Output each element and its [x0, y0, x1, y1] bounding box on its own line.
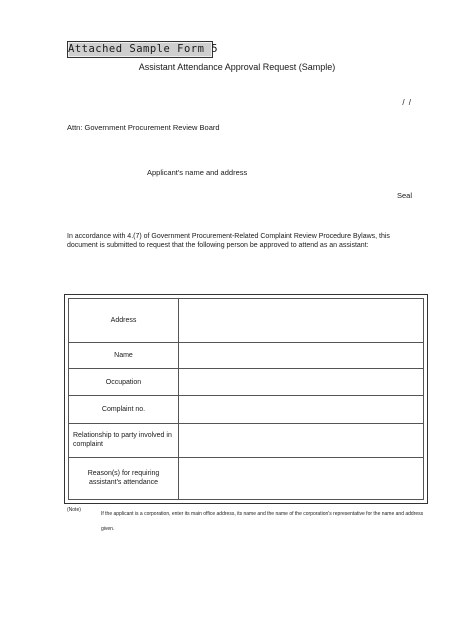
complaint-no-value-cell[interactable] [179, 396, 424, 423]
applicant-name-address-label: Applicant's name and address [147, 168, 248, 177]
occupation-label: Occupation [69, 369, 179, 396]
name-label: Name [69, 343, 179, 369]
assistant-details-grid [68, 298, 424, 500]
table-row [69, 299, 424, 343]
note-label: (Note) [67, 507, 81, 513]
occupation-value-cell[interactable] [179, 369, 424, 396]
complaint-no-label: Complaint no. [69, 396, 179, 423]
address-value-cell[interactable] [179, 299, 424, 343]
assistant-details-table [64, 294, 428, 504]
form-number-tag: Attached Sample Form 5 [67, 41, 213, 58]
table-row [69, 423, 424, 457]
table-row [69, 457, 424, 499]
document-title: Assistant Attendance Approval Request (Sample) [138, 62, 336, 72]
table-row [69, 343, 424, 369]
relationship-label: Relationship to party involved in complaint [69, 423, 179, 457]
reason-value-cell[interactable] [179, 457, 424, 499]
addressee-line: Attn: Government Procurement Review Board [67, 123, 220, 132]
relationship-value-cell[interactable] [179, 423, 424, 457]
date-field: / / [402, 98, 412, 107]
reason-label: Reason(s) for requiring assistant's attendance [69, 457, 179, 499]
address-label: Address [69, 299, 179, 343]
table-row [69, 369, 424, 396]
name-value-cell[interactable] [179, 343, 424, 369]
table-row [69, 396, 424, 423]
note-text: If the applicant is a corporation, enter its main office address, its name and the name of the corporation's representative for the name and address given. [101, 511, 424, 532]
seal-label: Seal [396, 191, 412, 200]
request-paragraph: In accordance with 4.(7) of Government Procurement-Related Complaint Review Procedure Bylaws, this document is submitted to request that the following person be approved to attend as an assistant: [67, 233, 390, 249]
